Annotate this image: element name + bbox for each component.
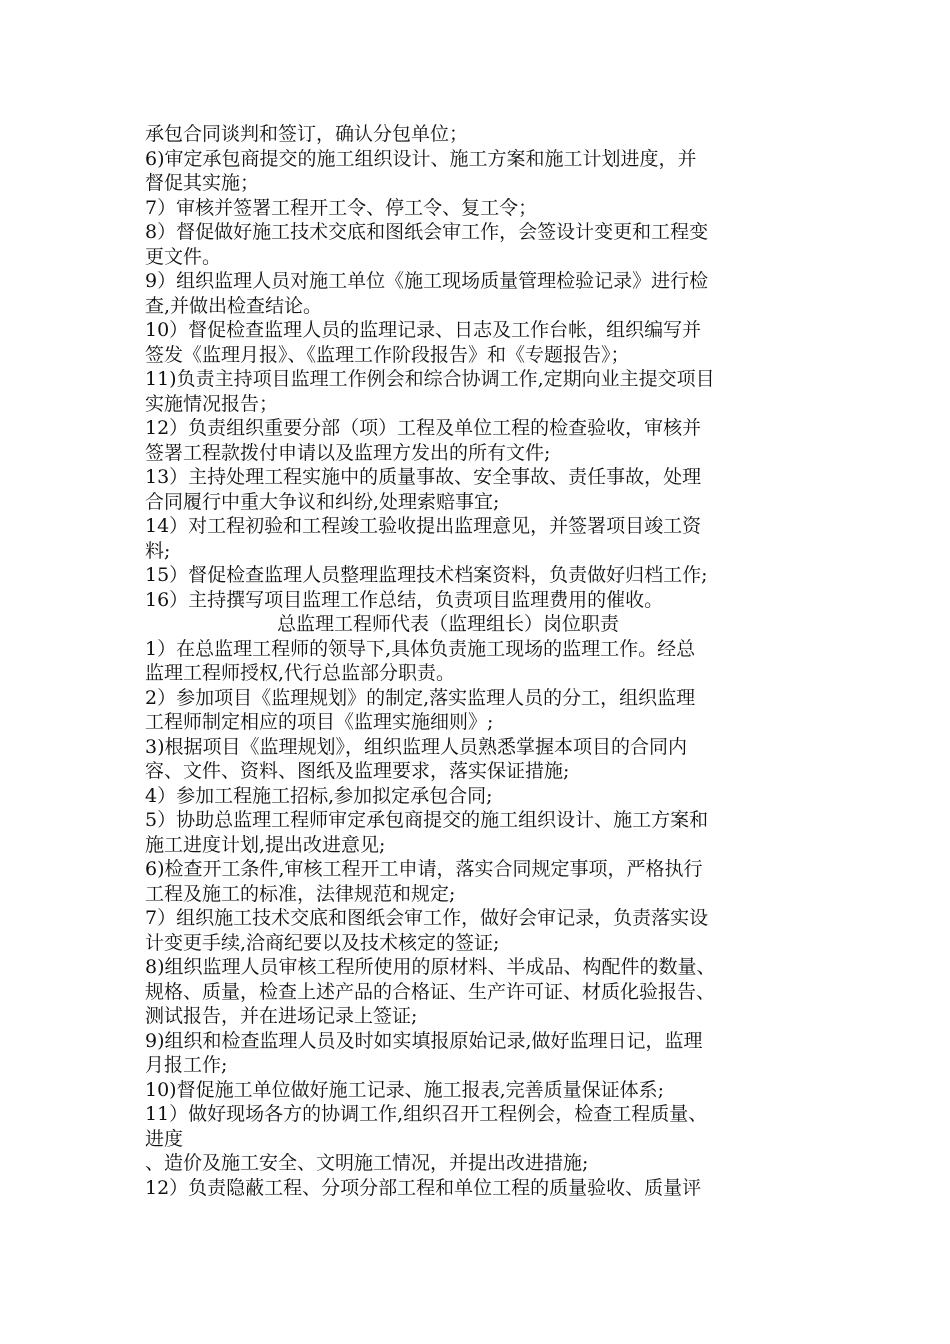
text-line: 承包合同谈判和签订，确认分包单位； bbox=[145, 123, 469, 145]
text-line: 12）负责隐蔽工程、分项分部工程和单位工程的质量验收、质量评 bbox=[145, 1176, 702, 1199]
text-line: 查,并做出检查结论。 bbox=[145, 294, 323, 317]
text-line: 进度 bbox=[145, 1127, 184, 1150]
section-heading: 总监理工程师代表（监理组长）岗位职责 bbox=[277, 613, 620, 635]
text-line: 4）参加工程施工招标,参加拟定承包合同; bbox=[145, 784, 493, 807]
text-line: 签发《监理月报》、《监理工作阶段报告》和《专题报告》； bbox=[145, 343, 630, 366]
text-line: 更文件。 bbox=[145, 245, 222, 268]
text-line: 8）督促做好施工技术交底和图纸会审工作，会签设计变更和工程变 bbox=[145, 221, 709, 243]
text-line: 11)负责主持项目监理工作例会和综合协调工作,定期向业主提交项目 bbox=[145, 368, 715, 390]
text-line: 月报工作; bbox=[145, 1054, 228, 1076]
text-line: 6)审定承包商提交的施工组织设计、施工方案和施工计划进度，并 bbox=[145, 147, 697, 170]
text-line: 2）参加项目《监理规划》的制定,落实监理人员的分工，组织监理 bbox=[145, 686, 696, 709]
text-line: 工程师制定相应的项目《监理实施细则》; bbox=[145, 711, 494, 733]
text-line: 1）在总监理工程师的领导下,具体负责施工现场的监理工作。经总 bbox=[145, 637, 696, 660]
text-line: 实施情况报告； bbox=[145, 392, 279, 415]
text-line: 工程及施工的标准，法律规范和规定; bbox=[145, 882, 456, 905]
text-line: 测试报告，并在进场记录上签证; bbox=[145, 1005, 418, 1027]
text-line: 15）督促检查监理人员整理监理技术档案资料，负责做好归档工作; bbox=[145, 564, 708, 586]
text-line: 合同履行中重大争议和纠纷,处理索赔事宜; bbox=[145, 490, 500, 513]
text-line: 督促其实施； bbox=[145, 172, 260, 194]
text-line: 料; bbox=[145, 539, 171, 562]
text-line: 6)检查开工条件,审核工程开工申请，落实合同规定事项，严格执行 bbox=[145, 858, 703, 880]
text-line: 14）对工程初验和工程竣工验收提出监理意见，并签署项目竣工资 bbox=[145, 515, 702, 537]
text-line: 计变更手续,洽商纪要以及技术核定的签证; bbox=[145, 931, 500, 954]
text-line: 5）协助总监理工程师审定承包商提交的施工组织设计、施工方案和 bbox=[145, 809, 709, 831]
text-line: 签署工程款拨付申请以及监理方发出的所有文件; bbox=[145, 441, 551, 464]
text-line: 13）主持处理工程实施中的质量事故、安全事故、责任事故，处理 bbox=[145, 466, 702, 488]
text-line: 10）督促检查监理人员的监理记录、日志及工作台帐，组织编写并 bbox=[145, 319, 702, 341]
text-line: 12）负责组织重要分部（项）工程及单位工程的检查验收，审核并 bbox=[145, 417, 702, 439]
text-line: 9)组织和检查监理人员及时如实填报原始记录,做好监理日记，监理 bbox=[145, 1029, 703, 1052]
text-line: 3)根据项目《监理规划》，组织监理人员熟悉掌握本项目的合同内 bbox=[145, 735, 688, 758]
text-line: 施工进度计划,提出改进意见; bbox=[145, 833, 386, 856]
text-line: 监理工程师授权,代行总监部分职责。 bbox=[145, 662, 456, 684]
document-body bbox=[145, 122, 835, 1200]
text-line: 10)督促施工单位做好施工记录、施工报表,完善质量保证体系; bbox=[145, 1078, 665, 1101]
text-line: 7）审核并签署工程开工令、停工令、复工令； bbox=[145, 196, 538, 219]
text-line: 9）组织监理人员对施工单位《施工现场质量管理检验记录》进行检 bbox=[145, 270, 709, 292]
text-line: 7）组织施工技术交底和图纸会审工作，做好会审记录，负责落实设 bbox=[145, 907, 709, 929]
text-line: 、造价及施工安全、文明施工情况，并提出改进措施; bbox=[145, 1152, 589, 1174]
text-line: 8)组织监理人员审核工程所使用的原材料、半成品、构配件的数量、 bbox=[145, 956, 716, 978]
text-line: 16）主持撰写项目监理工作总结，负责项目监理费用的催收。 bbox=[145, 588, 664, 611]
text-line: 规格、质量，检查上述产品的合格证、生产许可证、材质化验报告、 bbox=[145, 980, 716, 1003]
text-line: 容、文件、资料、图纸及监理要求，落实保证措施; bbox=[145, 760, 570, 782]
text-line: 11）做好现场各方的协调工作,组织召开工程例会，检查工程质量、 bbox=[145, 1103, 708, 1125]
